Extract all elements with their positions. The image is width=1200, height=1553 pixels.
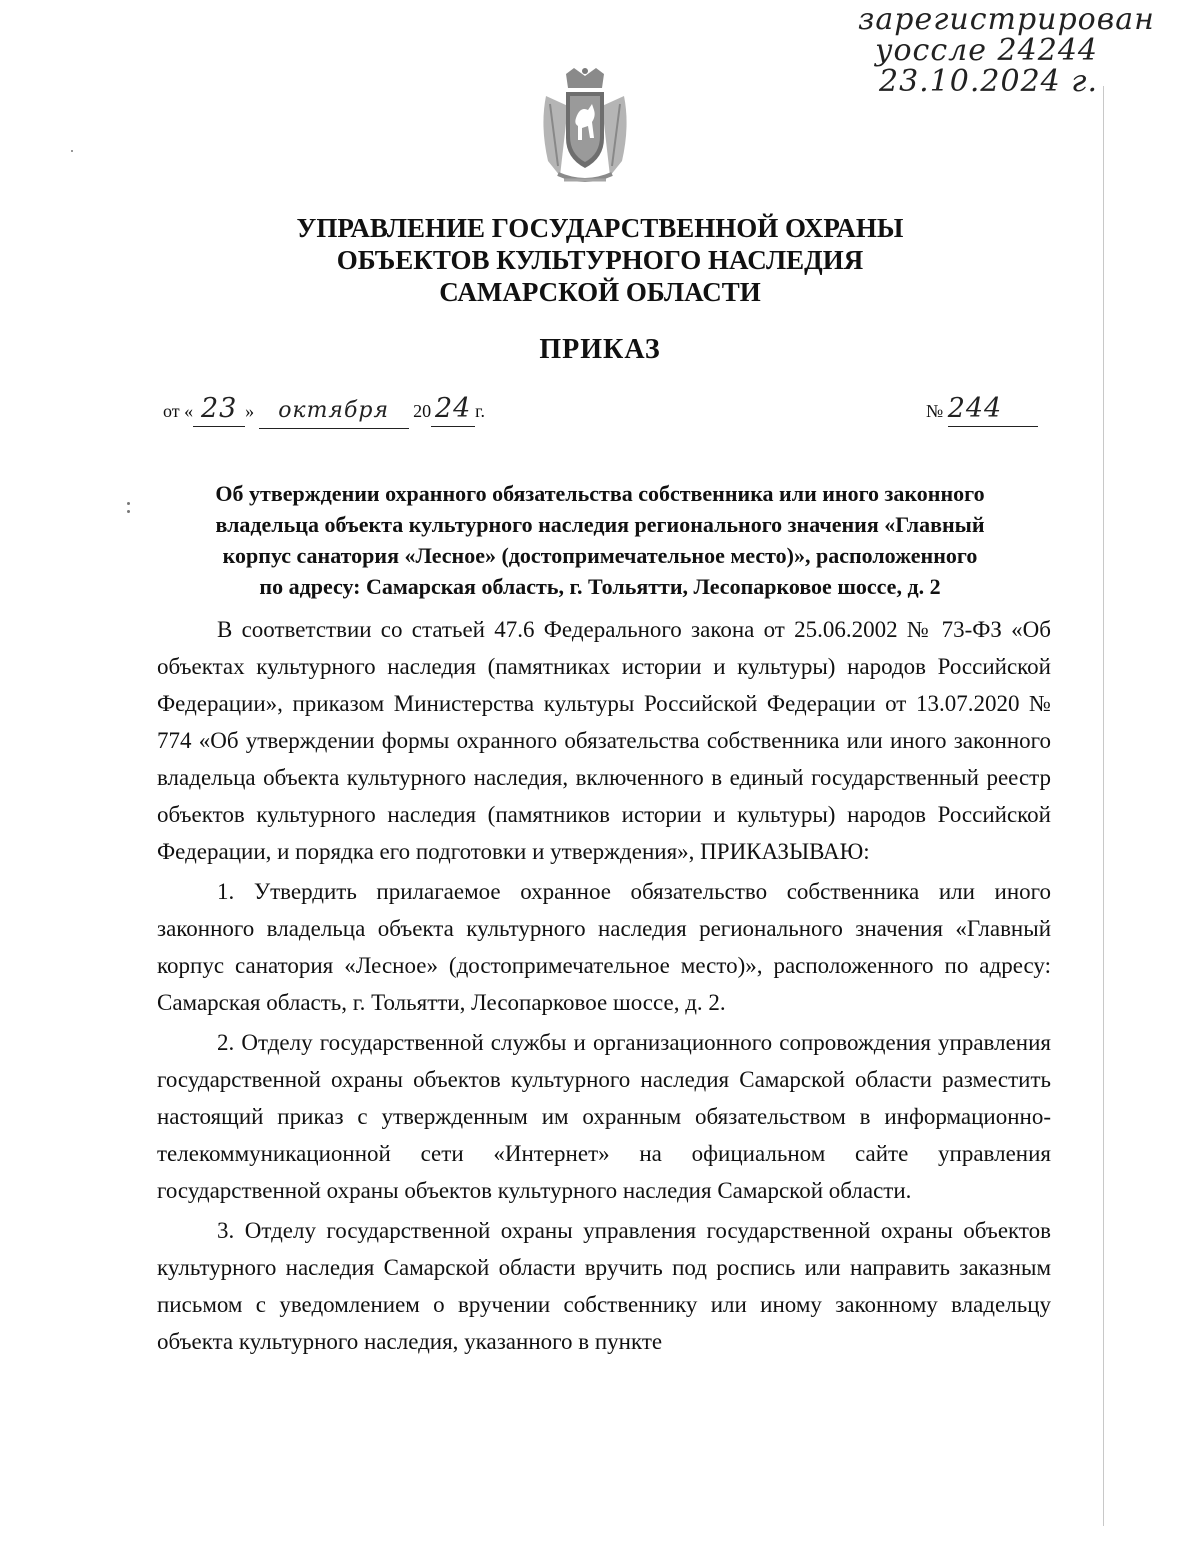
number-value: 244: [948, 392, 1038, 427]
organization-line-3: САМАРСКОЙ ОБЛАСТИ: [439, 277, 761, 307]
order-subject: [140, 478, 1060, 602]
stamp-line-1: зарегистрирован: [858, 2, 1155, 37]
order-date: [163, 392, 485, 429]
order-number: [926, 392, 1038, 427]
date-mid: »: [245, 401, 255, 421]
scan-speck: [127, 510, 130, 513]
date-suffix: г.: [475, 401, 485, 421]
handwritten-registration-stamp: [858, 2, 1155, 99]
scan-edge-line: [1103, 86, 1104, 1526]
subject-line-1: Об утверждении охранного обязательства собственника или иного законного: [215, 481, 985, 506]
subject-line-4: по адресу: Самарская область, г. Тольятти, Лесопарковое шоссе, д. 2: [259, 574, 941, 599]
organization-line-2: ОБЪЕКТОВ КУЛЬТУРНОГО НАСЛЕДИЯ: [336, 245, 864, 275]
order-body: [157, 611, 1051, 1360]
date-month: октября: [259, 394, 409, 429]
coat-of-arms-icon: [538, 66, 632, 186]
organization-line-1: УПРАВЛЕНИЕ ГОСУДАРСТВЕННОЙ ОХРАНЫ: [296, 213, 904, 243]
organization-name: [0, 212, 1200, 308]
scan-speck: [127, 502, 130, 505]
date-year-suffix: 24: [431, 392, 475, 427]
order-item-2: 2. Отделу государственной службы и организационного сопровождения управления государственной охраны объектов культурного наследия Самарской области разместить настоящий приказ с утвержденным им охранным обязательством в информационно-телекоммуникационной сети «Интернет» на официальном сайте управления государственной охраны объектов культурного наследия Самарской области.: [157, 1030, 1051, 1203]
document-type-title: ПРИКАЗ: [539, 334, 661, 365]
subject-line-2: владельца объекта культурного наследия регионального значения «Главный: [215, 512, 985, 537]
order-item-3: 3. Отделу государственной охраны управления государственной охраны объектов культурного наследия Самарской области вручить под роспись или направить заказным письмом с уведомлением о вручении собственнику или иному законному владельцу объекта культурного наследия, указанного в пункте: [157, 1218, 1051, 1354]
stamp-line-3: 23.10.2024 г.: [878, 64, 1098, 99]
date-prefix: от «: [163, 401, 194, 421]
stamp-line-2: уоссле 24244: [875, 33, 1098, 68]
subject-line-3: корпус санатория «Лесное» (достопримечательное место)», расположенного: [222, 543, 978, 568]
order-item-1: 1. Утвердить прилагаемое охранное обязательство собственника или иного законного владельца объекта культурного наследия регионального значения «Главный корпус санатория «Лесное» (достопримечательное место)», расположенного по адресу: Самарская область, г. Тольятти, Лесопарковое шоссе, д. 2.: [157, 879, 1051, 1015]
date-year-prefix: 20: [413, 401, 432, 421]
scan-speck: [71, 150, 73, 152]
number-label: №: [926, 401, 944, 421]
preamble-paragraph: В соответствии со статьей 47.6 Федерального закона от 25.06.2002 № 73-ФЗ «Об объектах культурного наследия (памятниках истории и культуры) народов Российской Федерации», приказом Министерства культуры Российской Федерации от 13.07.2020 № 774 «Об утверждении формы охранного обязательства собственника или иного законного владельца объекта культурного наследия, включенного в единый государственный реестр объектов культурного наследия (памятников истории и культуры) народов Российской Федерации, и порядка его подготовки и утверждения», ПРИКАЗЫВАЮ:: [157, 617, 1051, 864]
date-day: 23: [193, 392, 245, 427]
